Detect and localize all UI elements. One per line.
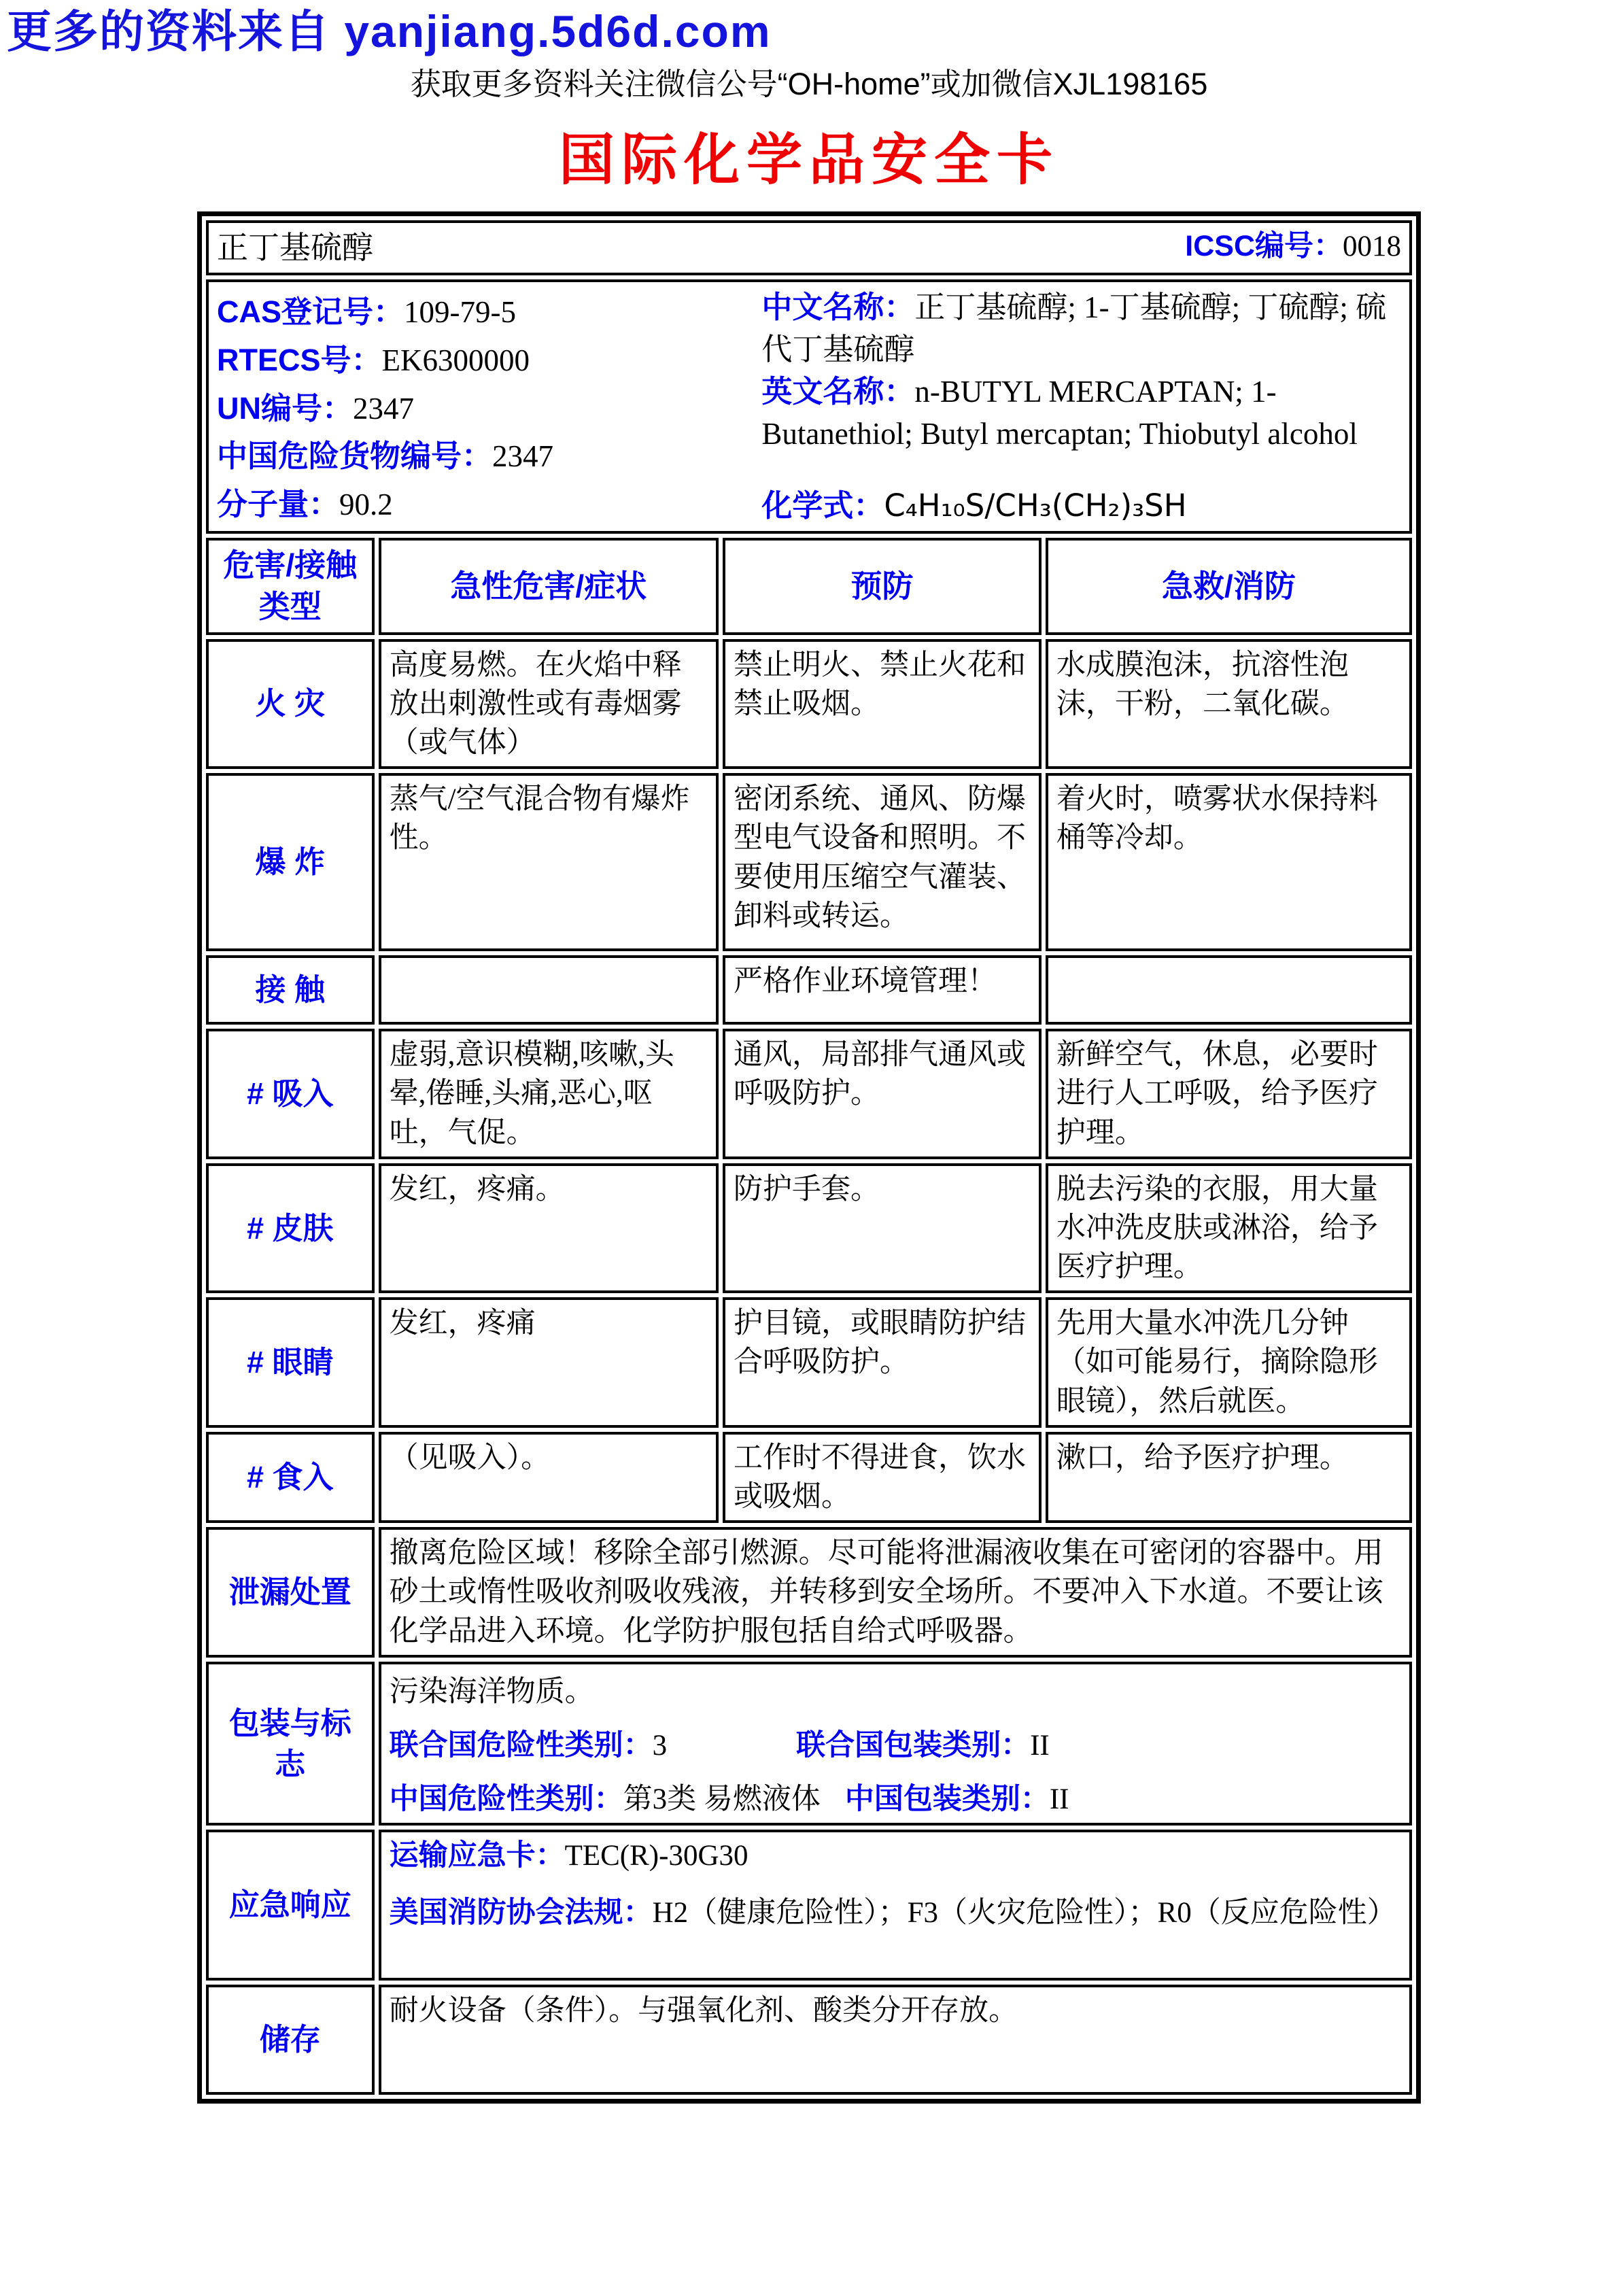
icsc-label: ICSC编号： xyxy=(1185,229,1343,262)
molecular-weight-line xyxy=(217,483,761,527)
cas-value: 109-79-5 xyxy=(404,294,516,329)
emergency-row xyxy=(206,1830,1412,1981)
cas-label: CAS登记号： xyxy=(217,294,404,329)
eyes-label: # 眼睛 xyxy=(206,1297,375,1428)
cn-pack-label: 中国包装类别： xyxy=(844,1783,1050,1816)
watermark-title: 更多的资料来自 yanjiang.5d6d.com xyxy=(7,6,772,56)
en-name-label: 英文名称： xyxy=(761,373,915,409)
packaging-cell xyxy=(379,1662,1412,1826)
fire-firstaid-cell: 水成膜泡沫，抗溶性泡沫，干粉，二氧化碳。 xyxy=(1046,639,1412,770)
rtecs-number-line xyxy=(217,339,761,383)
storage-text-cell: 耐火设备（条件）。与强氧化剂、酸类分开存放。 xyxy=(379,1985,1412,2095)
hazard-row-fire xyxy=(206,639,1412,770)
hazard-row-exposure xyxy=(206,955,1412,1025)
icsc-number: 0018 xyxy=(1343,230,1401,262)
cn-pack-value: II xyxy=(1049,1783,1069,1816)
packaging-row xyxy=(206,1662,1412,1826)
cas-number-line xyxy=(217,290,761,335)
hazard-row-ingestion xyxy=(206,1432,1412,1523)
mw-value: 90.2 xyxy=(339,487,393,522)
cn-dg-value: 2347 xyxy=(492,439,554,474)
skin-prevention-cell: 防护手套。 xyxy=(723,1163,1042,1294)
hazard-row-skin xyxy=(206,1163,1412,1294)
icsc-number-group xyxy=(1185,227,1401,266)
mw-label: 分子量： xyxy=(217,487,340,522)
cn-name-label: 中文名称： xyxy=(761,289,915,324)
skin-label: # 皮肤 xyxy=(206,1163,375,1294)
skin-firstaid-cell: 脱去污染的衣服，用大量水冲洗皮肤或淋浴，给予医疗护理。 xyxy=(1046,1163,1412,1294)
fire-symptom-cell: 高度易燃。在火焰中释放出刺激性或有毒烟雾（或气体） xyxy=(379,639,719,770)
explosion-firstaid-cell: 着火时，喷雾状水保持料桶等冷却。 xyxy=(1046,773,1412,951)
tremcard-line xyxy=(390,1836,1401,1875)
emergency-label: 应急响应 xyxy=(206,1830,375,1981)
tremcard-label: 运输应急卡： xyxy=(389,1839,565,1872)
cn-class-value: 第3类 易燃液体 xyxy=(623,1783,821,1816)
eyes-prevention-cell: 护目镜，或眼睛防护结合呼吸防护。 xyxy=(723,1297,1042,1428)
nfpa-line xyxy=(390,1894,1401,1932)
formula-label: 化学式： xyxy=(761,488,884,524)
cn-class-line xyxy=(390,1780,1401,1819)
exposure-symptom-cell xyxy=(379,955,719,1025)
inhalation-label: # 吸入 xyxy=(206,1029,375,1159)
un-number-line xyxy=(217,387,761,431)
un-value: 2347 xyxy=(353,391,414,426)
inhalation-firstaid-cell: 新鲜空气，休息，必要时进行人工呼吸，给予医疗护理。 xyxy=(1046,1029,1412,1159)
explosion-symptom-cell: 蒸气/空气混合物有爆炸性。 xyxy=(379,773,719,951)
un-label: UN编号： xyxy=(217,390,353,426)
exposure-prevention-cell: 严格作业环境管理！ xyxy=(723,955,1042,1025)
storage-label: 储存 xyxy=(206,1985,375,2095)
un-class-value: 3 xyxy=(652,1729,668,1762)
eyes-symptom-cell: 发红，疼痛 xyxy=(379,1297,719,1428)
ingestion-prevention-cell: 工作时不得进食，饮水或吸烟。 xyxy=(723,1432,1042,1523)
ingestion-label: # 食入 xyxy=(206,1432,375,1523)
hazard-row-eyes xyxy=(206,1297,1412,1428)
un-pack-label: 联合国包装类别： xyxy=(796,1728,1031,1762)
marine-pollutant-note: 污染海洋物质。 xyxy=(389,1675,594,1708)
eyes-firstaid-cell: 先用大量水冲洗几分钟（如可能易行，摘除隐形眼镜），然后就医。 xyxy=(1046,1297,1412,1428)
nfpa-value: H2（健康危险性）；F3（火灾危险性）；R0（反应危险性） xyxy=(652,1896,1396,1929)
header-hazard-type: 危害/接触类型 xyxy=(206,538,375,634)
exposure-firstaid-cell xyxy=(1046,955,1412,1025)
tremcard-value: TEC(R)-30G30 xyxy=(564,1840,748,1872)
explosion-prevention-cell: 密闭系统、通风、防爆型电气设备和照明。不要使用压缩空气灌装、卸料或转运。 xyxy=(723,773,1042,951)
spill-row xyxy=(206,1527,1412,1658)
spill-text-cell: 撤离危险区域！移除全部引燃源。尽可能将泄漏液收集在可密闭的容器中。用砂土或惰性吸收剂吸收残液，并转移到安全场所。不要冲入下水道。不要让该化学品进入环境。化学防护服包括自给式呼吸器。 xyxy=(379,1527,1412,1658)
spill-label: 泄漏处置 xyxy=(206,1527,375,1658)
packaging-label: 包装与标志 xyxy=(206,1662,375,1826)
cn-class-label: 中国危险性类别： xyxy=(389,1783,623,1816)
skin-symptom-cell: 发红，疼痛。 xyxy=(379,1163,719,1294)
un-class-line xyxy=(390,1726,1401,1765)
cn-name-value: 正丁基硫醇; 1-丁基硫醇; 丁硫醇; 硫代丁基硫醇 xyxy=(761,290,1387,366)
un-pack-value: II xyxy=(1030,1729,1050,1762)
identifier-cell xyxy=(206,279,1412,534)
identifier-row xyxy=(206,279,1412,534)
icsc-card xyxy=(197,211,1421,2104)
cn-dangerous-goods-line xyxy=(217,434,761,479)
inhalation-symptom-cell: 虚弱,意识模糊,咳嗽,头晕,倦睡,头痛,恶心,呕吐，气促。 xyxy=(379,1029,719,1159)
en-name-value: n-BUTYL MERCAPTAN; 1-Butanethiol; Butyl mercaptan; Thiobutyl alcohol xyxy=(761,374,1358,451)
exposure-label: 接 触 xyxy=(206,955,375,1025)
icsc-table xyxy=(202,216,1416,2100)
name-row-cell xyxy=(206,220,1412,275)
names-block xyxy=(761,286,1401,527)
cn-dg-label: 中国危险货物编号： xyxy=(217,439,493,474)
rtecs-label: RTECS号： xyxy=(217,342,382,377)
wechat-note: 获取更多资料关注微信公号“OH-home”或加微信XJL198165 xyxy=(410,66,1208,101)
explosion-label: 爆 炸 xyxy=(206,773,375,951)
page-title: 国际化学品安全卡 xyxy=(558,128,1059,191)
fire-prevention-cell: 禁止明火、禁止火花和禁止吸烟。 xyxy=(723,639,1042,770)
ingestion-firstaid-cell: 漱口，给予医疗护理。 xyxy=(1046,1432,1412,1523)
identifier-list xyxy=(217,286,761,527)
header-acute-symptoms: 急性危害/症状 xyxy=(379,538,719,634)
rtecs-value: EK6300000 xyxy=(381,343,530,377)
chemical-names xyxy=(761,286,1401,455)
un-class-label: 联合国危险性类别： xyxy=(389,1728,653,1762)
storage-row xyxy=(206,1985,1412,2095)
formula-line xyxy=(761,485,1401,527)
formula-value: C₄H₁₀S/CH₃(CH₂)₃SH xyxy=(884,487,1187,524)
fire-label: 火 灾 xyxy=(206,639,375,770)
hazard-row-explosion xyxy=(206,773,1412,951)
hazard-header-row xyxy=(206,538,1412,634)
inhalation-prevention-cell: 通风，局部排气通风或呼吸防护。 xyxy=(723,1029,1042,1159)
header-firstaid-firefighting: 急救/消防 xyxy=(1046,538,1412,634)
hazard-row-inhalation xyxy=(206,1029,1412,1159)
ingestion-symptom-cell: （见吸入）。 xyxy=(379,1432,719,1523)
header-prevention: 预防 xyxy=(723,538,1042,634)
emergency-cell xyxy=(379,1830,1412,1981)
name-row xyxy=(206,220,1412,275)
nfpa-label: 美国消防协会法规： xyxy=(389,1896,653,1929)
substance-name: 正丁基硫醇 xyxy=(217,230,373,265)
